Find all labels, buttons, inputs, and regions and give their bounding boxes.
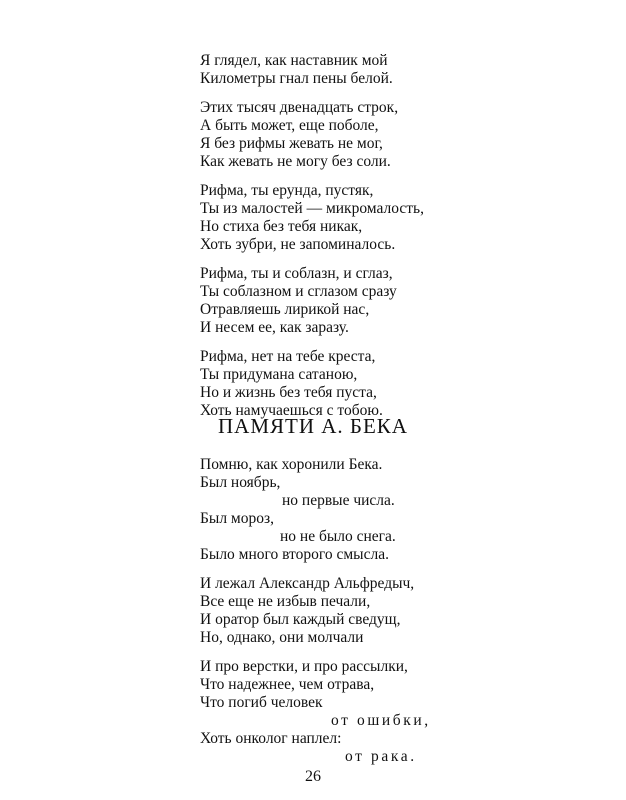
poem-line-indented: но не было снега.	[280, 528, 396, 545]
poem-line: Помню, как хоронили Бека.	[200, 456, 383, 473]
poem-line: Я без рифмы жевать не мог,	[200, 135, 383, 152]
poem-line: Отравляешь лирикой нас,	[200, 301, 370, 318]
poem-line: Как жевать не могу без соли.	[200, 153, 391, 170]
poem-line: И лежал Александр Альфредыч,	[200, 575, 415, 592]
poem-line: Был ноябрь,	[200, 474, 281, 491]
poem-line: Хоть намучаешься с тобою.	[200, 402, 383, 419]
poem-line: Километры гнал пены белой.	[200, 70, 393, 87]
poem-line: И про верстки, и про рассылки,	[200, 658, 408, 675]
poem-line: А быть может, еще поболе,	[200, 117, 379, 134]
poem-line: Ты соблазном и сглазом сразу	[200, 283, 397, 300]
poem-line: И несем ее, как заразу.	[200, 319, 349, 336]
poem-line: Что погиб человек	[200, 694, 323, 711]
poem-line: Был мороз,	[200, 510, 274, 527]
poem-line: Но и жизнь без тебя пуста,	[200, 384, 377, 401]
poem-line: Ты из малостей — микромалость,	[200, 200, 424, 217]
poem-line: Рифма, нет на тебе креста,	[200, 348, 376, 365]
poem-title: ПАМЯТИ А. БЕКА	[218, 414, 408, 438]
page-number: 26	[305, 768, 321, 785]
poem-line: Я глядел, как наставник мой	[200, 52, 388, 69]
poem-line: И оратор был каждый сведущ,	[200, 611, 401, 628]
poem-line: Но, однако, они молчали	[200, 629, 364, 646]
poem-line: Но стиха без тебя никак,	[200, 218, 363, 235]
poem-line: Этих тысяч двенадцать строк,	[200, 99, 399, 116]
poem-line: Хоть зубри, не запоминалось.	[200, 236, 396, 253]
poem-line: Ты придумана сатаною,	[200, 366, 358, 383]
poem-line: Хоть онколог наплел:	[200, 730, 342, 747]
poem-line-emphasized: от ошибки,	[331, 712, 431, 729]
poem-line: Что надежнее, чем отрава,	[200, 676, 375, 693]
poem-line: Рифма, ты и соблазн, и сглаз,	[200, 265, 393, 282]
poem-line-indented: но первые числа.	[282, 492, 395, 509]
poem-line: Все еще не избыв печали,	[200, 593, 371, 610]
poem-line: Рифма, ты ерунда, пустяк,	[200, 182, 374, 199]
poem-line: Было много второго смысла.	[200, 546, 389, 563]
poem-line-emphasized: от рака.	[345, 748, 417, 765]
